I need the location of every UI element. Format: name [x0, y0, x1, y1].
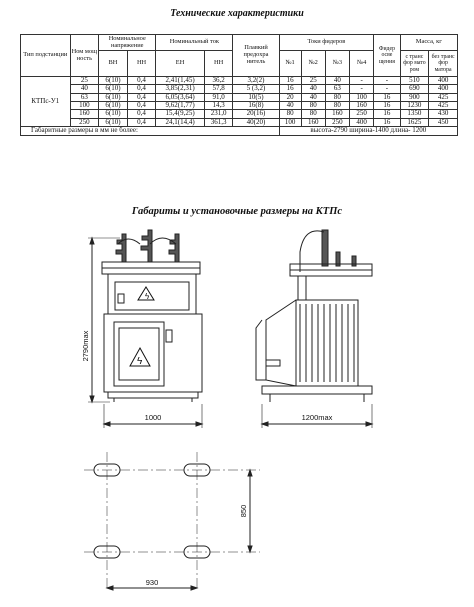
header-f3: №3: [325, 51, 349, 77]
header-lighting: Фидер осве щения: [374, 35, 400, 77]
table-cell: 250: [350, 110, 374, 118]
table-cell: 160: [301, 118, 325, 126]
table-cell: 160: [70, 110, 99, 118]
mounting-plan: [84, 452, 260, 590]
table-cell: 24,1(14,4): [156, 118, 204, 126]
footer-label: Габаритные размеры в мм не более:: [21, 127, 280, 136]
table-cell: 1625: [400, 118, 429, 126]
table-cell: 0,4: [127, 102, 156, 110]
table-cell: 40: [301, 93, 325, 101]
table-cell: 16: [374, 102, 400, 110]
table-cell: 25: [301, 77, 325, 85]
header-nn2: НН: [204, 51, 233, 77]
table-cell: -: [350, 77, 374, 85]
table-cell: 6(10): [99, 102, 128, 110]
svg-text:ϟ: ϟ: [145, 292, 150, 301]
table-cell: 0,4: [127, 110, 156, 118]
header-voltage: Номинальное напряжение: [99, 35, 156, 51]
table-cell: -: [350, 85, 374, 93]
table-cell: 16: [279, 77, 301, 85]
table-cell: 250: [325, 118, 349, 126]
specs-title: Технические характеристики: [170, 8, 304, 19]
header-with-transformer: с транс фор мато ром: [400, 51, 429, 77]
table-cell: 14,3: [204, 102, 233, 110]
table-cell: 6(10): [99, 77, 128, 85]
dim-front-width-label: 1000: [144, 413, 162, 422]
header-f1: №1: [279, 51, 301, 77]
header-power: Ном мощ ность: [70, 35, 99, 77]
table-cell: 3,85(2,31): [156, 85, 204, 93]
table-cell: 20(16): [233, 110, 279, 118]
table-cell: 36,2: [204, 77, 233, 85]
header-mass: Масса, кг: [400, 35, 457, 51]
front-dimensions: [88, 238, 202, 428]
header-type: Тип подстанции: [21, 35, 71, 77]
table-cell: 6(10): [99, 110, 128, 118]
table-cell: 16: [374, 118, 400, 126]
table-cell: -: [374, 77, 400, 85]
table-cell: 10(5): [233, 93, 279, 101]
table-cell: 450: [429, 118, 458, 126]
table-cell: 0,4: [127, 85, 156, 93]
table-cell: 6(10): [99, 85, 128, 93]
table-cell: 16: [279, 85, 301, 93]
table-cell: 57,8: [204, 85, 233, 93]
footer-value: высота-2790 ширина-1400 длина- 1200: [279, 127, 457, 136]
table-cell: 40: [70, 85, 99, 93]
table-cell: 1350: [400, 110, 429, 118]
table-cell: 690: [400, 85, 429, 93]
table-cell: 361,3: [204, 118, 233, 126]
table-cell: 9,62(1,77): [156, 102, 204, 110]
table-cell: 250: [70, 118, 99, 126]
header-fuse: Плавкий предохра нитель: [233, 35, 279, 77]
table-cell: 900: [400, 93, 429, 101]
table-cell: 40: [279, 102, 301, 110]
header-f2: №2: [301, 51, 325, 77]
table-cell: 160: [350, 102, 374, 110]
table-cell: 6(10): [99, 93, 128, 101]
table-cell: 0,4: [127, 77, 156, 85]
table-cell: 80: [301, 110, 325, 118]
table-cell: 16(8): [233, 102, 279, 110]
front-view-drawing: [102, 230, 202, 402]
header-feeders: Токи фидеров: [279, 35, 374, 51]
table-cell: 231,0: [204, 110, 233, 118]
table-cell: 2,41(1,45): [156, 77, 204, 85]
table-cell: 400: [429, 77, 458, 85]
table-cell: 1230: [400, 102, 429, 110]
table-cell: 400: [350, 118, 374, 126]
dim-side-width-label: 1200max: [301, 413, 333, 422]
table-cell: 100: [350, 93, 374, 101]
table-cell: 63: [70, 93, 99, 101]
svg-text:ϟ: ϟ: [137, 356, 143, 367]
table-cell: 400: [429, 85, 458, 93]
table-cell: 6(10): [99, 118, 128, 126]
table-cell: 40: [301, 85, 325, 93]
table-cell: 160: [325, 110, 349, 118]
header-f4: №4: [350, 51, 374, 77]
header-current: Номинальный ток: [156, 35, 233, 51]
table-cell: 80: [325, 93, 349, 101]
dim-base-width-label: 930: [145, 578, 159, 587]
table-cell: 80: [325, 102, 349, 110]
table-cell: -: [374, 85, 400, 93]
table-cell: 100: [279, 118, 301, 126]
table-cell: 80: [301, 102, 325, 110]
header-nn: НН: [127, 51, 156, 77]
header-vn: ВН: [99, 51, 128, 77]
table-cell: 91,0: [204, 93, 233, 101]
table-cell: 5 (3,2): [233, 85, 279, 93]
dim-base-height-label: 850: [239, 504, 248, 518]
table-cell: 20: [279, 93, 301, 101]
table-cell: 430: [429, 110, 458, 118]
table-cell: 40(20): [233, 118, 279, 126]
type-cell: КТПс-У1: [21, 77, 71, 127]
side-view-drawing: [256, 230, 372, 402]
table-cell: 6,05(3,64): [156, 93, 204, 101]
table-cell: 16: [374, 110, 400, 118]
table-cell: 100: [70, 102, 99, 110]
table-cell: 40: [325, 77, 349, 85]
table-cell: 80: [279, 110, 301, 118]
table-cell: 0,4: [127, 118, 156, 126]
table-cell: 25: [70, 77, 99, 85]
table-cell: 3,2(2): [233, 77, 279, 85]
table-cell: 15,4(9,25): [156, 110, 204, 118]
table-cell: 510: [400, 77, 429, 85]
header-en: ЕН: [156, 51, 204, 77]
dim-height-label: 2790max: [81, 330, 90, 362]
table-cell: 16: [374, 93, 400, 101]
table-cell: 425: [429, 93, 458, 101]
dims-title: Габариты и установочные размеры на КТПс: [131, 206, 343, 217]
table-cell: 63: [325, 85, 349, 93]
table-cell: 0,4: [127, 93, 156, 101]
table-cell: 425: [429, 102, 458, 110]
header-without-transformer: без транс фор матора: [429, 51, 458, 77]
